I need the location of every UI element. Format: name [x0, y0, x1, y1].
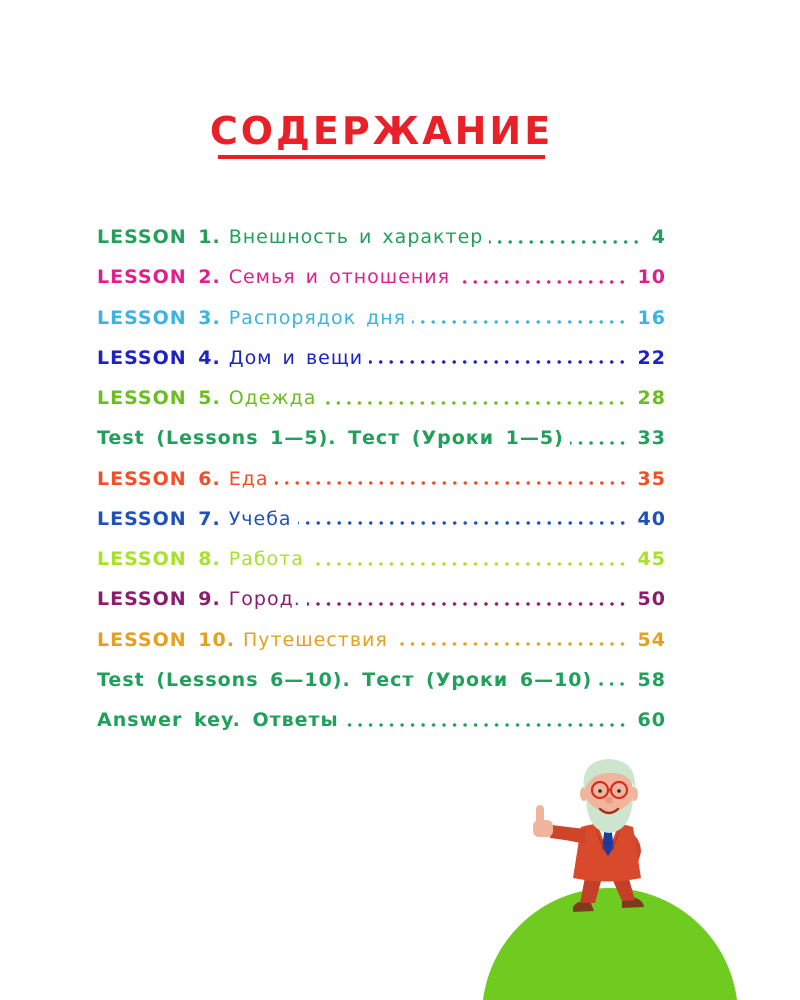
toc-entry-lesson-4: [97, 338, 665, 378]
toc-entry-label: Answer key. Ответы: [97, 709, 339, 732]
table-of-contents: [97, 217, 665, 740]
arm-left: [550, 825, 586, 844]
thumb-up: [536, 805, 544, 824]
toc-entry-label: LESSON 10.: [97, 628, 235, 651]
dot-leader: [322, 400, 627, 406]
dot-leader: [412, 319, 627, 325]
professor-character: [533, 759, 644, 912]
toc-entry-page-number: 45: [637, 548, 666, 571]
title-underline: [218, 155, 545, 159]
toc-entry-label: Test (Lessons 1—5). Тест (Уроки 1—5): [97, 427, 564, 450]
toc-entry-lesson-5: [97, 378, 665, 418]
toc-entry-test-2: [97, 660, 665, 700]
toc-entry-page-number: 10: [637, 266, 666, 289]
toc-entry-page-number: 50: [637, 588, 666, 611]
dot-leader: [275, 480, 628, 486]
toc-entry-page-number: 40: [637, 507, 666, 530]
toc-entry-page-number: 58: [637, 668, 666, 691]
toc-entry-label: LESSON 2.: [97, 266, 221, 289]
toc-entry-title: Работа: [228, 548, 304, 571]
toc-entry-label: LESSON 9.: [97, 588, 221, 611]
dot-leader: [489, 239, 641, 245]
dot-leader: [310, 561, 628, 567]
toc-entry-lesson-6: [97, 459, 665, 499]
toc-entry-label: LESSON 6.: [97, 467, 221, 490]
dot-leader: [598, 681, 627, 687]
dot-leader: [394, 641, 628, 647]
toc-entry-page-number: 33: [637, 427, 666, 450]
toc-entry-title: Внешность и характер: [228, 226, 484, 249]
eye-left: [598, 789, 602, 793]
toc-entry-page-number: 35: [637, 467, 666, 490]
eye-right: [617, 789, 621, 793]
toc-entry-label: LESSON 4.: [97, 346, 221, 369]
toc-entry-title: Дом и вещи: [228, 346, 364, 369]
nose: [605, 797, 613, 804]
toc-entry-label: Test (Lessons 6—10). Тест (Уроки 6—10): [97, 668, 593, 691]
toc-entry-lesson-1: [97, 217, 665, 257]
toc-entry-page-number: 16: [637, 306, 666, 329]
toc-entry-title: Учеба: [228, 507, 292, 530]
dot-leader: [456, 279, 627, 285]
dot-leader: [307, 601, 628, 607]
toc-entry-page-number: 60: [637, 709, 666, 732]
toc-entry-title: Путешествия: [242, 628, 388, 651]
page-title: СОДЕРЖАНИЕ: [209, 109, 554, 153]
toc-entry-lesson-9: [97, 579, 665, 619]
dot-leader: [345, 722, 628, 728]
toc-entry-title: Распорядок дня: [228, 306, 407, 329]
toc-entry-lesson-7: [97, 499, 665, 539]
toc-entry-page-number: 4: [651, 226, 666, 249]
green-hill: [482, 888, 738, 1000]
toc-entry-label: LESSON 7.: [97, 507, 221, 530]
dot-leader: [369, 359, 627, 365]
dot-leader: [570, 440, 628, 446]
toc-entry-answer-key: [97, 700, 665, 740]
professor-thumbs-up-icon: [470, 740, 770, 1000]
toc-entry-label: LESSON 1.: [97, 226, 221, 249]
toc-entry-page-number: 22: [637, 346, 666, 369]
toc-entry-label: LESSON 3.: [97, 306, 221, 329]
toc-entry-title: Город.: [228, 588, 301, 611]
toc-entry-lesson-3: [97, 298, 665, 338]
toc-entry-title: Семья и отношения: [228, 266, 451, 289]
toc-entry-label: LESSON 5.: [97, 387, 221, 410]
toc-entry-page-number: 54: [637, 628, 666, 651]
toc-entry-page-number: 28: [637, 387, 666, 410]
toc-entry-label: LESSON 8.: [97, 548, 221, 571]
dot-leader: [298, 520, 628, 526]
toc-entry-test-1: [97, 418, 665, 458]
toc-entry-title: Одежда: [228, 387, 317, 410]
toc-entry-lesson-2: [97, 257, 665, 297]
toc-entry-title: Еда: [228, 467, 269, 490]
toc-entry-lesson-10: [97, 620, 665, 660]
toc-entry-lesson-8: [97, 539, 665, 579]
